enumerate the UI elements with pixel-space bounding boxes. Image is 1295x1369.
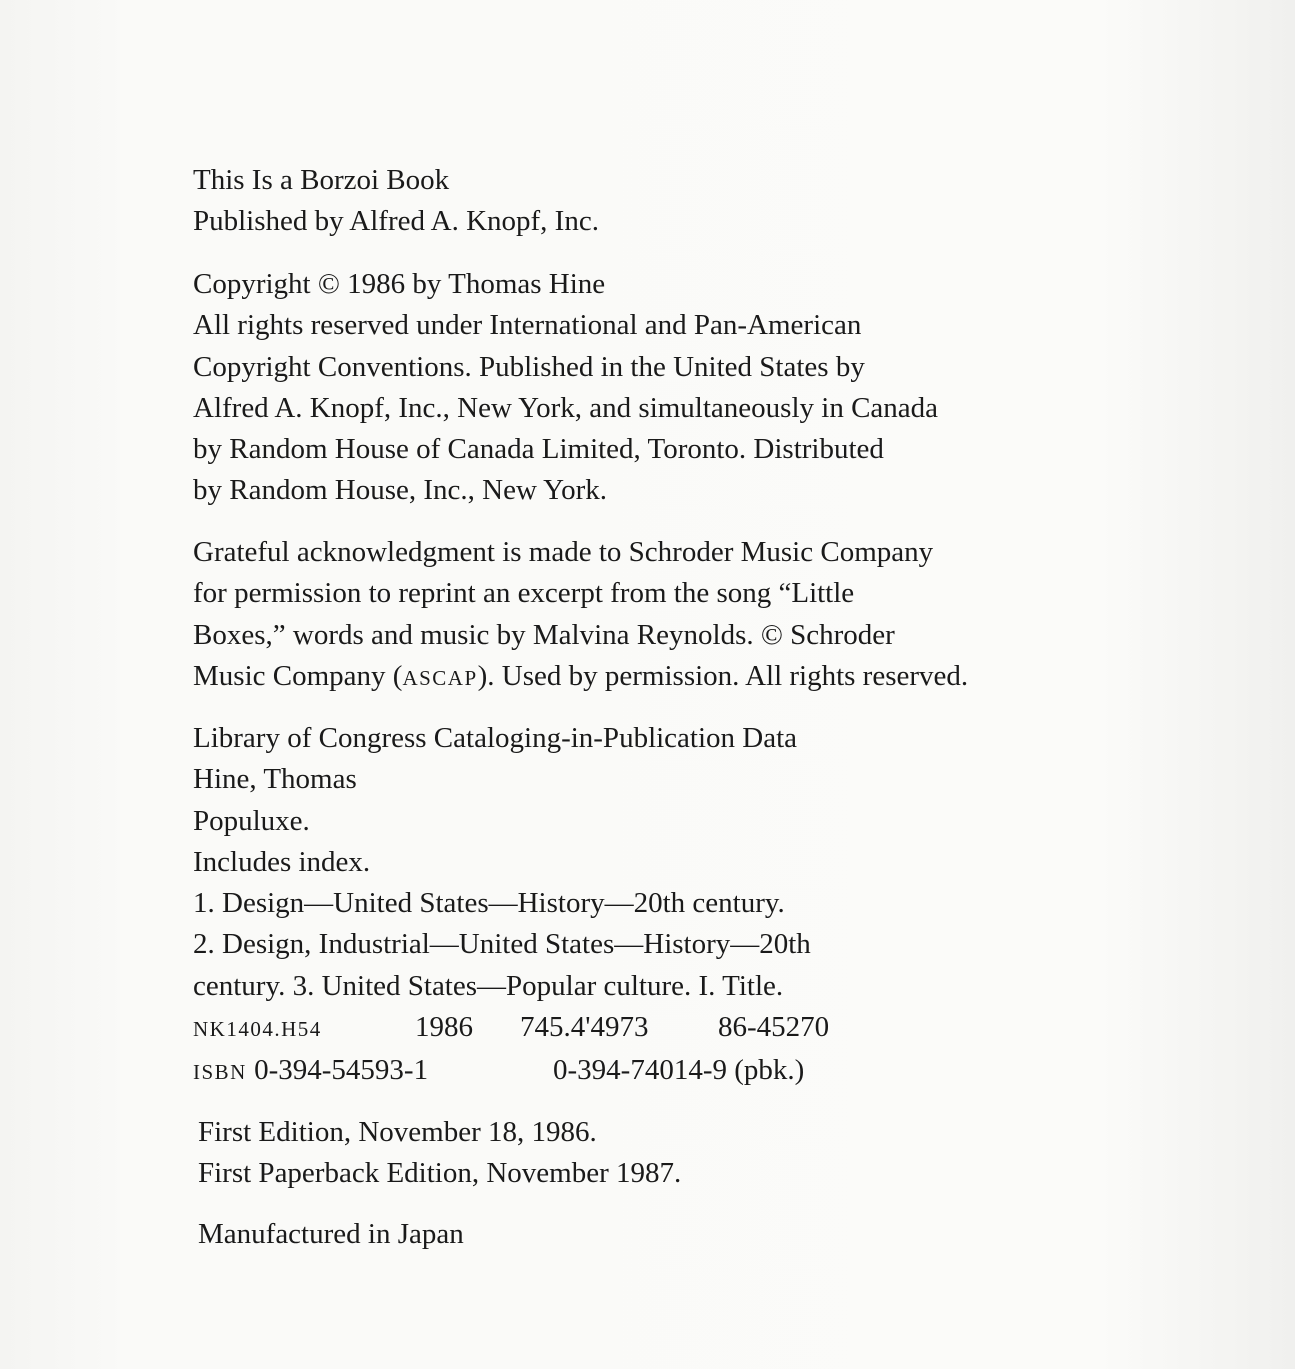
first-edition: First Edition, November 18, 1986. <box>198 1116 597 1148</box>
ascap-label: ASCAP <box>402 665 478 690</box>
cip-subject: century. 3. United States—Popular culture. I. Title. <box>193 969 784 1002</box>
rights-line: by Random House, Inc., New York. <box>193 474 608 507</box>
lccn-number: 86-45270 <box>718 1011 830 1044</box>
cip-year: 1986 <box>415 1011 473 1044</box>
rights-line: All rights reserved under International and Pan-American <box>193 309 862 342</box>
cip-subject: 2. Design, Industrial—United States—History—20th <box>193 928 811 961</box>
acknowledgment-block <box>193 532 968 699</box>
cip-isbn <box>193 1050 829 1093</box>
cip-author: Hine, Thomas <box>193 763 357 796</box>
paperback-edition: First Paperback Edition, November 1987. <box>198 1157 682 1190</box>
borzoi-line: This Is a Borzoi Book <box>193 164 450 196</box>
ascap-post: ). Used by permission. All rights reserved. <box>477 659 969 692</box>
isbn-paperback: 0-394-74014-9 (pbk.) <box>553 1054 805 1087</box>
cip-heading: Library of Congress Cataloging-in-Publication Data <box>193 722 798 754</box>
manufactured-block <box>198 1214 464 1255</box>
manufactured-line: Manufactured in Japan <box>198 1218 464 1250</box>
publisher-line: Published by Alfred A. Knopf, Inc. <box>193 205 599 238</box>
rights-line: Alfred A. Knopf, Inc., New York, and simultaneously in Canada <box>193 391 939 424</box>
rights-line: by Random House of Canada Limited, Toronto. Distributed <box>193 433 884 466</box>
edition-block <box>198 1112 681 1195</box>
isbn-label: ISBN <box>193 1060 247 1085</box>
lc-call-number: NK1404.H54 <box>193 1017 322 1042</box>
publisher-block <box>193 160 599 243</box>
cip-note: Includes index. <box>193 845 371 878</box>
acknowledgment-line: Grateful acknowledgment is made to Schroder Music Company <box>193 536 934 568</box>
acknowledgment-line: Boxes,” words and music by Malvina Reynolds. © Schroder <box>193 618 895 651</box>
rights-line: Copyright Conventions. Published in the United States by <box>193 350 865 383</box>
cip-block <box>193 718 829 1094</box>
isbn-hardcover: 0-394-54593-1 <box>254 1054 429 1087</box>
copyright-block <box>193 264 938 512</box>
acknowledgment-line: for permission to reprint an excerpt from the song “Little <box>193 577 855 610</box>
cip-subject: 1. Design—United States—History—20th century. <box>193 887 785 920</box>
ascap-pre: Music Company ( <box>193 659 403 692</box>
dewey-number: 745.4'4973 <box>520 1011 649 1044</box>
cip-classification <box>193 1007 829 1050</box>
acknowledgment-line <box>193 656 968 699</box>
copyright-line: Copyright © 1986 by Thomas Hine <box>193 268 606 300</box>
cip-title: Populuxe. <box>193 804 310 837</box>
